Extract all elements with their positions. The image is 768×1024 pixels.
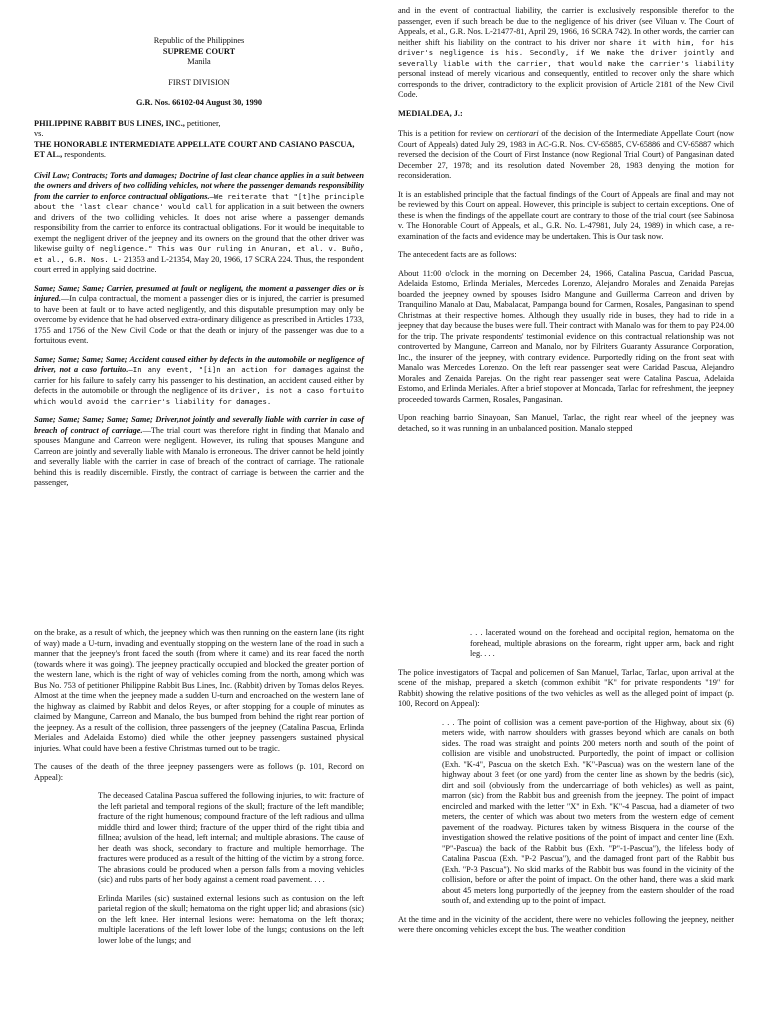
syllabus-4-lead: Same; Same; Same; Same; Same; Driver,not jointly and severally liable with carrier in case of breach of contract of carriage.	[34, 415, 364, 435]
respondent-role: respondents.	[62, 150, 107, 159]
col2-para-5: About 11:00 o'clock in the morning on December 24, 1966, Catalina Pascua, Caridad Pascua, Adelaida Estomo, Erlinda Meriales, Mercedes Lorenzo, Alejandro Morales and Zenaida Parejas boarded the jeepney owned by spouses Isidro Mangune and Guillerma Carreon and driven by Tranquilino Manalo at Dau, Mabalacat, Pampanga bound for Carmen, Rosales, Pangasinan to spend Christmas at their respective homes. Although they usually ride in buses, they had to ride in a jeepney that day because the buses were full. Their contract with Manalo was for them to pay P24.00 for the trip. The private respondents' testimonial evidence on this contractual relationship was not controverted by Mangune, Carreon and Manalo, nor by Filriters Guaranty Assurance Corporation, Inc., the insurer of the jeepney, with contrary evidence. Purportedly riding on the front seat with Manalo was Mercedes Lorenzo. On the left rear passenger seat were Caridad Pascua, Alejandro Morales and Zenaida Parejas. On the right rear passenger seat were Catalina Pascua, Adelaida Estomo, and Erlinda Meriales. After a brief stopover at Moncada, Tarlac for refreshment, the jeepney proceeded towards Carmen, Rosales, Pangasinan.	[398, 268, 734, 404]
col4-quote-1: . . . lacerated wound on the forehead and occipital region, hematoma on the forehead, multiple abrasions on the forearm, right upper arm, back and right leg. . . .	[470, 628, 734, 658]
column-right-bottom	[398, 628, 734, 944]
column-right-top	[398, 6, 734, 442]
col3-para-2: The causes of the death of the three jeepney passengers were as follows (p. 101, Record on Appeal):	[34, 762, 364, 782]
syllabus-3-text: against the carrier for his failure to safely carry his passenger to his destination, an accident caused either by defects in the automobile or through the negligence of its	[34, 365, 364, 395]
col2-para-2	[398, 129, 734, 182]
syllabus-1-text: for application in a suit between the owners and drivers of the two colliding vehicles. It does not arise where a passenger demands responsibility from the carrier to enforce its contractual obligations. For it would be inequitable to exempt the negligent driver of the jeepney and its owners on the ground that the other driver was likewise guilty	[34, 202, 364, 253]
syllabus-4	[34, 415, 364, 489]
petitioner-name: PHILIPPINE RABBIT BUS LINES, INC.,	[34, 118, 185, 128]
syllabus-1-mono: —We reiterate that "[t]he principle about the 'last clear chance' would call	[34, 191, 364, 211]
syllabus-2	[34, 284, 364, 347]
col2-para-3: It is an established principle that the factual findings of the Court of Appeals are final and may not be reviewed by this Court on appeal. However, this principle is subject to certain exceptions. One of these is when the findings of the appellate court are contrary to those of the trial court (see Sabinosa v. The Honorable Court of Appeals, et al., G.R. No. L-47981, July 24, 1989) in which case, a re-examination of the facts and evidence may be undertaken. This is Our task now.	[398, 189, 734, 241]
court-name: SUPREME COURT	[162, 46, 236, 56]
syllabus-3-lead: Same; Same; Same; Same; Accident caused either by defects in the automobile or negligence of driver, not a caso fortuito.	[34, 354, 364, 374]
col2-para-4: The antecedent facts are as follows:	[398, 250, 517, 259]
col4-para-2: At the time and in the vicinity of the accident, there were no vehicles following the jeepney, neither were there oncoming vehicles except the bus. The weather condition	[398, 914, 734, 934]
col4-quote-2: . . . The point of collision was a cement pave-portion of the Highway, about six (6) meters wide, with narrow shoulders with grasses beyond which are canals on both sides. The road was straight and points 200 meters north and south of the point of collision are visible and unobstructed. Purportedly, the point of impact or collision (Exh. "K-4", Pascua on the sketch Exh. "K"-Pascua) was on the western lane of the highway about 3 feet (or one yard) from the center line as shown by the bedris (sic), dirt and soil (obviously from the undercarriage of both vehicles) as well as paint, marron (sic) from the Rabbit bus and greenish from the jeepney. The point of impact encircled and marked with the letter "X" in Exh. "K"-4 Pascua, had a diameter of two meters, the center of which was about two meters from the western edge of cement pavement of the roadway. Pictures taken by witness Bisquera in the course of the investigation showed the relative positions of the point of impact and center line (Exh. "P"-Pascua) the back of the Rabbit bus (Exh. "P"-1-Pascua"), the lifeless body of Catalina Pascua (Exh. "P-2 Pascua"), and the damaged front part of the Rabbit bus (Exh. "P-3 Pascua"). No skid marks of the Rabbit bus was found in the vicinity of the collision, before or after the point of impact. On the other hand, there was a skid mark about 45 meters long purportedly of the jeepney from the eastern shoulder of the road south of, and extending up to the point of impact.	[442, 717, 734, 905]
respondent-line	[34, 140, 364, 161]
court-city: Manila	[187, 57, 211, 66]
col2-para-1-mono: share it with him, for his driver's negligence is his. Secondly, if We make the driver jointly and severally liable with the carrier, that would make the carrier's liability	[398, 37, 734, 68]
col3-para-1: on the brake, as a result of which, the jeepney which was then running on the eastern lane (its right of way) made a U-turn, invading and eventually stopping on the western lane of the road in such a manner that the jeepney's front faced the south (from where it came) and its rear faced the north (towards where it was going). The jeepney practically occupied and blocked the greater portion of the western lane, which is the right of way of vehicles coming from the north, among which was Bus No. 753 of petitioner Philippine Rabbit Bus Lines, Inc. (Rabbit) driven by Tomas delos Reyes. Almost at the time when the jeepney made a sudden U-turn and encroached on the western lane of the highway as claimed by Rabbit and delos Reyes, or after stopping for a couple of minutes as claimed by Mangune, Carreon and Manalo, the bus bumped from behind the right rear portion of the jeepney. As a result of the collision, three passengers of the jeepney (Catalina Pascua, Erlinda Meriales and Adelaida Estomo) died while the other jeepney passengers sustained physical injuries. What could have been a festive Christmas turned out to be tragic.	[34, 628, 364, 753]
ponente: MEDIALDEA, J.:	[398, 108, 463, 118]
petitioner-line	[34, 119, 364, 130]
syllabus-4-text: —The trial court was therefore right in finding that Manalo and spouses Mangune and Carreon were negligent. However, its ruling that spouses Mangune and Carreon are jointly and severally liable with Manalo is erroneous. The driver cannot be held jointly and severally liable with the carrier in case of breach of the contract of carriage. The rationale behind this is readily discernible. Firstly, the contract of carriage is between the carrier and the passenger,	[34, 425, 365, 487]
col2-para-1b: personal instead of merely vicarious and consequently, entitled to recover only the share which corresponds to the driver, contradictory to the explicit provision of Article 2181 of the New Civil Code.	[398, 69, 734, 99]
column-left-top	[34, 36, 364, 497]
syllabus-2-text: —In culpa contractual, the moment a passenger dies or is injured, the carrier is presumed to have been at fault or to have acted negligently, and this disputable presumption may only be overcome by evidence that he had observed extra-ordinary diligence as prescribed in Articles 1733, 1755 and 1756 of the New Civil Code or that the death or injury of the passenger was due to a fortuitous event.	[34, 294, 364, 345]
republic-line: Republic of the Philippines	[153, 36, 245, 45]
respondent-name: THE HONORABLE INTERMEDIATE APPELLATE COURT AND CASIANO PASCUA, ET AL.,	[34, 139, 355, 159]
syllabus-1-lead: Civil Law; Contracts; Torts and damages; Doctrine of last clear chance applies in a suit between the owners and drivers of two colliding vehicles, not where the passenger demands responsibility from the carrier to enforce contractual obligations.	[34, 170, 364, 201]
col3-quote-2: Erlinda Mariles (sic) sustained external lesions such as contusion on the left parietal region of the skull; hematoma on the right upper lid; and abrasions (sic) on the left knee. Her internal lesions were: hematoma on the left thorax; multiple lacerations of the left lower lobe of the lungs; contusions on the left lower lobe of the lungs; and	[98, 893, 364, 945]
case-number: G.R. Nos. 66102-04 August 30, 1990	[135, 98, 263, 107]
col2-para-2b: of the decision of the Intermediate Appellate Court (now Court of Appeals) dated July 29, 1983 in AC-G.R. Nos. CV-65885, CV-65886 and CV-65887 which reversed the decision of the Court of First Instance (now Regional Trial Court) of Pangasinan dated December 27, 1978; and its resolution dated November 28, 1983 denying the motion for reconsideration.	[398, 129, 734, 180]
col2-para-1a: and in the event of contractual liability, the carrier is exclusively responsible therefor to the passenger, even if such breach be due to the negligence of his driver (see Viluan v. The Court of Appeals, et al., G.R. Nos. L-21477-81, April 29, 1966, 16 SCRA 742). In other words, the carrier can neither shift his liability on the contract to his driver nor	[398, 6, 734, 47]
syllabus-3-mono2: driver, is not a caso fortuito which would avoid the carrier's liability for damages.	[34, 386, 365, 406]
col2-para-6: Upon reaching barrio Sinayoan, San Manuel, Tarlac, the right rear wheel of the jeepney was detached, so it was running in an unbalanced position. Manalo stepped	[398, 413, 734, 433]
division: FIRST DIVISION	[168, 77, 230, 87]
col2-para-2a: This is a petition for review on	[398, 129, 507, 138]
col2-para-1	[398, 6, 734, 101]
syllabus-3-mono: —In any event, "[i]n an action for damages	[128, 365, 324, 374]
column-left-bottom	[34, 628, 364, 954]
col4-para-1: The police investigators of Tacpal and policemen of San Manuel, Tarlac, Tarlac, upon arrival at the scene of the mishap, prepared a sketch (common exhibit "K" for private respondents "19" for Rabbit) showing the relative positions of the two vehicles as well as the alleged point of impact (p. 100, Record on Appeal):	[398, 667, 734, 708]
syllabus-1	[34, 171, 364, 276]
syllabus-2-lead: Same; Same; Same; Carrier, presumed at fault or negligent, the moment a passenger dies or is injured.	[34, 283, 364, 303]
col3-quote-1: The deceased Catalina Pascua suffered the following injuries, to wit: fracture of the left parietal and temporal regions of the skull; fracture of the left mandible; fracture of the right humenous; compound fracture of the left radious and ullma middle third and lower third; fracture of the upper third of the right tibia and fillnea; avulsion of the head, left internal; and multiple abrasions. The cause of her death was shock, secondary to fracture and multiple hemorrhage. The fractures were produced as a result of the hitting of the victim by a strong force. The abrasions could be produced when a person falls from a moving vehicles (sic) and rubs parts of her body against a cement road pavement. . . .	[98, 791, 364, 884]
col2-para-2-italic: certiorari	[506, 129, 539, 138]
syllabus-3	[34, 355, 364, 408]
petitioner-role: petitioner,	[184, 118, 221, 128]
versus: vs.	[34, 129, 44, 138]
syllabus-1-tail: 21353 and L-21354, May 20, 1966, 17 SCRA 224. Thus, the respondent court erred in applying said doctrine.	[34, 254, 364, 274]
syllabus-1-mono2: of negligence." This was Our ruling in Anuran, et al. v. Buño, et al., G.R. Nos. L-	[34, 244, 365, 264]
